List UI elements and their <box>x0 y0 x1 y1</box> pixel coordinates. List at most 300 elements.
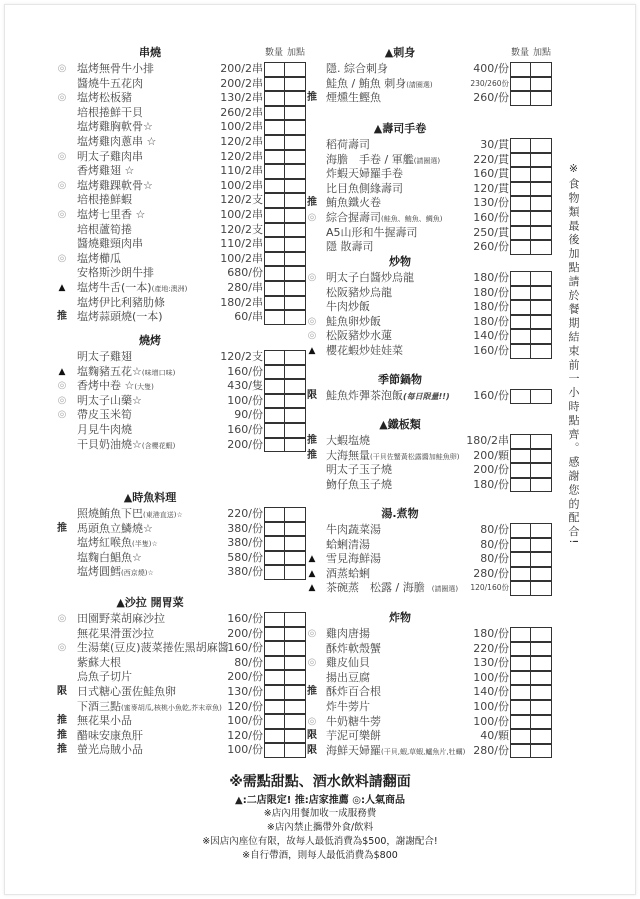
menu-item <box>55 551 308 566</box>
item-price: 100/2串 <box>220 251 263 265</box>
add-order-box[interactable] <box>285 120 306 135</box>
item-price: 120/2串 <box>220 149 263 163</box>
menu-item <box>305 167 554 182</box>
item-price: 280/串 <box>227 280 263 294</box>
quantity-box[interactable] <box>264 729 285 744</box>
quantity-box[interactable] <box>510 478 531 493</box>
item-name: 塩烤雞胸軟骨☆ <box>77 120 153 134</box>
quantity-box[interactable] <box>264 193 285 208</box>
item-price: 380/份 <box>227 521 263 535</box>
add-order-box[interactable] <box>285 522 306 537</box>
add-order-box[interactable] <box>531 182 552 197</box>
quantity-box[interactable] <box>510 91 531 106</box>
item-price: 140/份 <box>473 685 509 699</box>
item-name: 鮪魚鐵火卷 <box>326 196 381 210</box>
recommended-badge: 推 <box>57 311 67 323</box>
item-note: (產地:澳洲) <box>151 284 188 293</box>
menu-item <box>55 612 308 627</box>
item-name: 塩烤松板豬 <box>77 91 132 105</box>
quantity-box[interactable] <box>264 179 285 194</box>
item-note: (蜜麥胡瓜,核桃小魚乾,芥末章魚) <box>121 703 222 712</box>
item-name: 明太子白醬炒烏龍 <box>326 271 414 284</box>
add-order-box[interactable] <box>285 641 306 656</box>
item-name: 紫蘇大根 <box>77 655 121 669</box>
item-name: 無花果小品 <box>77 714 132 728</box>
item-name: 塩烤蒜頭燒(一本) <box>77 310 163 324</box>
quantity-box[interactable] <box>264 565 285 580</box>
quantity-box[interactable] <box>510 671 531 686</box>
add-order-box[interactable] <box>285 77 306 92</box>
item-name: 松阪豬炒水蓮 <box>326 329 392 343</box>
item-note: (干貝,蝦,草蝦,鱸魚片,牡蠣) <box>381 747 466 756</box>
item-price: 180/份 <box>473 314 509 328</box>
quantity-box[interactable] <box>264 252 285 267</box>
item-price: 80/份 <box>480 537 509 551</box>
item-price: 100/2串 <box>220 120 263 134</box>
menu-item <box>305 182 554 197</box>
add-order-box[interactable] <box>531 671 552 686</box>
quantity-box[interactable] <box>264 507 285 522</box>
item-name: 月見牛肉燒 <box>77 422 132 436</box>
add-order-box[interactable] <box>531 627 552 642</box>
add-order-box[interactable] <box>285 91 306 106</box>
item-price: 130/份 <box>473 656 509 670</box>
item-name: 鮭魚炸彈茶泡飯(每日限量!!) <box>326 389 450 402</box>
add-order-box[interactable] <box>531 700 552 715</box>
item-name: 培根捲鮮干貝 <box>77 105 143 119</box>
item-price: 160/貫 <box>473 167 509 181</box>
item-name: 牛奶糖牛蒡 <box>326 714 381 728</box>
item-price: 100/2串 <box>220 178 263 192</box>
menu-item <box>55 685 308 700</box>
menu-item <box>305 552 554 567</box>
item-name: 酥炸軟殼蟹 <box>326 641 381 655</box>
item-name: 煙燻生鰹魚 <box>326 91 381 105</box>
quantity-box[interactable] <box>264 223 285 238</box>
menu-item <box>305 642 554 657</box>
popular-icon: ◎ <box>57 92 67 104</box>
add-order-box[interactable] <box>531 744 552 759</box>
menu-item <box>55 394 308 409</box>
add-order-box[interactable] <box>285 237 306 252</box>
item-price: 180/份 <box>473 271 509 284</box>
add-order-box[interactable] <box>285 193 306 208</box>
menu-item <box>55 77 308 92</box>
quantity-box[interactable] <box>264 551 285 566</box>
item-price: 200/2串 <box>220 76 263 90</box>
quantity-box[interactable] <box>510 182 531 197</box>
quantity-box[interactable] <box>264 91 285 106</box>
recommended-badge: 推 <box>307 435 317 446</box>
item-price: 400/份 <box>473 62 509 75</box>
menu-item <box>55 179 308 194</box>
quantity-box[interactable] <box>264 536 285 551</box>
add-order-box[interactable] <box>285 743 306 758</box>
add-order-box[interactable] <box>285 408 306 423</box>
section-title: ▲沙拉 開胃菜 <box>116 596 184 609</box>
item-price: 120/2支 <box>220 193 263 207</box>
quantity-box[interactable] <box>510 744 531 759</box>
quantity-box[interactable] <box>264 310 285 325</box>
add-order-box[interactable] <box>531 300 552 315</box>
quantity-box[interactable] <box>510 196 531 211</box>
quantity-box[interactable] <box>510 700 531 715</box>
add-order-box[interactable] <box>285 394 306 409</box>
add-order-box[interactable] <box>531 167 552 182</box>
add-order-box[interactable] <box>531 656 552 671</box>
item-price: 160/份 <box>473 210 509 224</box>
menu-item <box>305 300 554 315</box>
quantity-box[interactable] <box>510 211 531 226</box>
menu-section <box>55 594 308 758</box>
add-order-box[interactable] <box>531 138 552 153</box>
quantity-box[interactable] <box>264 612 285 627</box>
item-name: 塩烤圓鱈(西京燒)☆ <box>77 565 154 579</box>
add-order-box[interactable] <box>285 223 306 238</box>
store-exclusive-icon: ▲ <box>308 583 316 594</box>
menu-section <box>305 44 554 106</box>
menu-item <box>305 62 554 77</box>
item-price: 100/份 <box>227 714 263 728</box>
quantity-box[interactable] <box>510 581 531 596</box>
add-order-box[interactable] <box>531 389 552 404</box>
limited-badge: 限 <box>307 744 317 756</box>
menu-item <box>305 685 554 700</box>
quantity-box[interactable] <box>264 281 285 296</box>
item-price: 130/2串 <box>220 91 263 105</box>
item-price: 200/顆 <box>473 448 509 462</box>
add-order-box[interactable] <box>285 208 306 223</box>
popular-icon: ◎ <box>307 628 317 639</box>
add-order-box[interactable] <box>531 685 552 700</box>
add-order-box[interactable] <box>531 226 552 241</box>
add-order-box[interactable] <box>285 296 306 311</box>
item-note: (味增口味) <box>141 368 176 377</box>
recommended-badge: 推 <box>57 744 67 756</box>
item-name: 明太子玉子燒 <box>326 463 392 477</box>
add-order-box[interactable] <box>531 211 552 226</box>
item-note: (大隻) <box>134 383 154 392</box>
add-order-box[interactable] <box>285 565 306 580</box>
footer-no-outside-food: ※店內禁止攜帶外食/飲料 <box>266 822 374 833</box>
quantity-box[interactable] <box>510 642 531 657</box>
quantity-box[interactable] <box>510 300 531 315</box>
quantity-box[interactable] <box>510 153 531 168</box>
menu-item <box>55 536 308 551</box>
item-price: 160/份 <box>227 364 263 378</box>
item-price: 80/份 <box>480 552 509 566</box>
quantity-box[interactable] <box>264 714 285 729</box>
add-order-box[interactable] <box>285 266 306 281</box>
quantity-box[interactable] <box>264 106 285 121</box>
quantity-box[interactable] <box>264 350 285 365</box>
quantity-box[interactable] <box>510 627 531 642</box>
add-order-box[interactable] <box>531 77 552 92</box>
item-price: 120/份 <box>227 699 263 713</box>
item-name: 培根捲鮮蝦 <box>77 193 132 207</box>
add-order-box[interactable] <box>285 252 306 267</box>
quantity-box[interactable] <box>510 344 531 359</box>
add-order-box[interactable] <box>285 379 306 394</box>
item-price: 220/份 <box>473 641 509 655</box>
add-order-box[interactable] <box>531 523 552 538</box>
add-order-box[interactable] <box>531 567 552 582</box>
add-order-box[interactable] <box>285 423 306 438</box>
item-price: 160/份 <box>473 343 509 357</box>
add-order-box[interactable] <box>531 538 552 553</box>
item-price: 120/貫 <box>473 181 509 195</box>
menu-section <box>305 253 554 359</box>
add-order-box[interactable] <box>285 700 306 715</box>
quantity-box[interactable] <box>510 523 531 538</box>
quantity-box[interactable] <box>510 167 531 182</box>
item-name: 松阪豬炒烏龍 <box>326 285 392 299</box>
quantity-box[interactable] <box>510 389 531 404</box>
add-order-box[interactable] <box>531 715 552 730</box>
item-price: 100/份 <box>473 699 509 713</box>
item-price: 280/份 <box>473 743 509 757</box>
item-price: 80/份 <box>480 523 509 536</box>
menu-item <box>55 350 308 365</box>
item-note: (東港直送)☆ <box>143 511 183 519</box>
menu-item <box>305 138 554 153</box>
quantity-box[interactable] <box>510 271 531 286</box>
section-title: 串燒 <box>139 46 161 59</box>
item-note: (鮭魚、鮪魚、鯛魚) <box>381 214 443 223</box>
add-order-box[interactable] <box>531 434 552 449</box>
add-order-box[interactable] <box>531 344 552 359</box>
add-order-box[interactable] <box>531 642 552 657</box>
quantity-box[interactable] <box>510 463 531 478</box>
popular-icon: ◎ <box>57 613 67 624</box>
add-order-box[interactable] <box>531 196 552 211</box>
menu-item <box>55 670 308 685</box>
quantity-box[interactable] <box>264 379 285 394</box>
add-order-box[interactable] <box>285 507 306 522</box>
quantity-box[interactable] <box>510 715 531 730</box>
item-name: 醋味安康魚肝 <box>77 728 143 742</box>
quantity-box[interactable] <box>510 729 531 744</box>
add-order-box[interactable] <box>531 581 552 596</box>
menu-item <box>305 523 554 538</box>
add-order-box[interactable] <box>285 281 306 296</box>
menu-item <box>55 423 308 438</box>
add-order-box[interactable] <box>531 315 552 330</box>
add-order-box[interactable] <box>531 729 552 744</box>
quantity-box[interactable] <box>264 700 285 715</box>
menu-item <box>55 700 308 715</box>
add-order-box[interactable] <box>531 478 552 493</box>
add-order-box[interactable] <box>285 714 306 729</box>
quantity-box[interactable] <box>264 627 285 642</box>
add-order-box[interactable] <box>531 286 552 301</box>
quantity-box[interactable] <box>264 266 285 281</box>
popular-icon: ◎ <box>57 409 67 421</box>
quantity-box[interactable] <box>264 408 285 423</box>
add-order-box[interactable] <box>285 612 306 627</box>
store-exclusive-icon: ▲ <box>308 345 316 356</box>
item-name: 隱. 綜合刺身 <box>326 62 388 75</box>
add-order-box[interactable] <box>285 656 306 671</box>
add-order-box[interactable] <box>531 463 552 478</box>
add-order-box[interactable] <box>285 685 306 700</box>
item-price: 250/貫 <box>473 225 509 239</box>
quantity-box[interactable] <box>264 670 285 685</box>
popular-icon: ◎ <box>307 657 317 669</box>
quantity-box[interactable] <box>264 164 285 179</box>
item-price: 110/2串 <box>220 237 263 251</box>
item-price: 80/份 <box>234 655 263 669</box>
item-price: 100/份 <box>473 714 509 728</box>
quantity-box[interactable] <box>264 743 285 758</box>
add-order-box[interactable] <box>285 551 306 566</box>
add-order-box[interactable] <box>285 365 306 380</box>
item-name: 隱 散壽司 <box>326 240 374 254</box>
footer-headline: ※需點甜點、酒水飲料請翻面 <box>229 774 411 790</box>
quantity-box[interactable] <box>264 120 285 135</box>
popular-icon: ◎ <box>307 272 317 283</box>
quantity-box[interactable] <box>264 641 285 656</box>
item-name: 塩烤伊比利豬肋條 <box>77 295 165 309</box>
quantity-box[interactable] <box>264 394 285 409</box>
add-order-box[interactable] <box>531 271 552 286</box>
item-price: 200/份 <box>227 626 263 640</box>
quantity-box[interactable] <box>264 522 285 537</box>
add-order-box[interactable] <box>531 153 552 168</box>
recommended-badge: 推 <box>57 522 67 534</box>
item-name: 明太子雞肉串 <box>77 149 143 163</box>
menu-item <box>305 581 554 596</box>
item-note: (每日限量!!) <box>403 392 450 401</box>
quantity-box[interactable] <box>510 656 531 671</box>
menu-item <box>55 135 308 150</box>
add-order-box[interactable] <box>285 164 306 179</box>
item-price: 230/260份 <box>470 78 509 88</box>
quantity-box[interactable] <box>264 296 285 311</box>
item-name: 塩烤牛舌(一本)(產地:澳洲) <box>77 280 188 294</box>
menu-item <box>55 379 308 394</box>
item-name: 比目魚側緣壽司 <box>326 181 403 195</box>
item-price: 160/份 <box>227 422 263 436</box>
quantity-box[interactable] <box>510 434 531 449</box>
add-order-box[interactable] <box>285 536 306 551</box>
menu-item <box>55 408 308 423</box>
menu-item <box>305 700 554 715</box>
menu-item <box>55 281 308 296</box>
item-note: (半隻)☆ <box>132 540 158 549</box>
menu-item <box>305 196 554 211</box>
quantity-box[interactable] <box>264 150 285 165</box>
quantity-box[interactable] <box>264 77 285 92</box>
quantity-box[interactable] <box>264 208 285 223</box>
add-order-box[interactable] <box>285 438 306 453</box>
quantity-box[interactable] <box>264 438 285 453</box>
add-order-box[interactable] <box>531 552 552 567</box>
menu-item <box>55 106 308 121</box>
add-order-box[interactable] <box>531 449 552 464</box>
add-order-box[interactable] <box>285 62 306 77</box>
item-price: 120/份 <box>227 728 263 742</box>
item-name: 牛肉蔬菜湯 <box>326 523 381 536</box>
menu-item <box>55 193 308 208</box>
add-order-box[interactable] <box>285 179 306 194</box>
quantity-box[interactable] <box>510 62 531 77</box>
add-order-box[interactable] <box>531 329 552 344</box>
menu-section <box>305 609 554 758</box>
menu-item <box>305 91 554 106</box>
popular-icon: ◎ <box>307 211 317 223</box>
menu-item <box>305 286 554 301</box>
menu-item <box>55 565 308 580</box>
quantity-box[interactable] <box>510 329 531 344</box>
item-price: 90/份 <box>234 408 263 422</box>
recommended-badge: 推 <box>307 197 317 209</box>
quantity-box[interactable] <box>264 656 285 671</box>
add-order-box[interactable] <box>285 106 306 121</box>
item-name: 鮭魚卵炒飯 <box>326 314 381 328</box>
quantity-box[interactable] <box>510 315 531 330</box>
menu-section <box>55 44 308 325</box>
menu-section <box>305 371 554 404</box>
quantity-box[interactable] <box>510 138 531 153</box>
quantity-box[interactable] <box>264 237 285 252</box>
add-order-box[interactable] <box>285 150 306 165</box>
menu-item <box>305 478 554 493</box>
quantity-box[interactable] <box>264 135 285 150</box>
add-order-box[interactable] <box>285 135 306 150</box>
item-name: 酒蒸蛤蜊 <box>326 566 370 580</box>
quantity-box[interactable] <box>264 423 285 438</box>
side-note: ※食物類最後加點請於餐期結束前一小時點齊。感謝您的配合! <box>567 162 580 547</box>
quantity-box[interactable] <box>510 538 531 553</box>
item-name: 培根蘆筍捲 <box>77 222 132 236</box>
menu-section <box>305 505 554 596</box>
recommended-badge: 推 <box>57 729 67 741</box>
quantity-box[interactable] <box>264 62 285 77</box>
add-order-box[interactable] <box>531 62 552 77</box>
quantity-box[interactable] <box>510 77 531 92</box>
add-order-box[interactable] <box>285 670 306 685</box>
quantity-box[interactable] <box>264 365 285 380</box>
quantity-box[interactable] <box>510 685 531 700</box>
recommended-badge: 推 <box>307 92 317 104</box>
quantity-box[interactable] <box>510 449 531 464</box>
store-exclusive-icon: ▲ <box>58 366 66 377</box>
menu-item <box>305 315 554 330</box>
item-price: 200/份 <box>473 463 509 477</box>
menu-item <box>55 743 308 758</box>
add-order-box[interactable] <box>531 91 552 106</box>
store-exclusive-icon: ▲ <box>308 554 316 565</box>
menu-item <box>55 62 308 77</box>
menu-item <box>55 365 308 380</box>
add-order-box[interactable] <box>285 310 306 325</box>
item-name: 塩烤無骨牛小排 <box>77 62 154 75</box>
item-note: (請圈選) <box>406 80 433 89</box>
menu-item <box>305 211 554 226</box>
item-name: 魩仔魚玉子燒 <box>326 477 392 491</box>
quantity-box[interactable] <box>510 567 531 582</box>
add-order-box[interactable] <box>285 627 306 642</box>
add-order-box[interactable] <box>285 729 306 744</box>
item-price: 160/份 <box>227 612 263 625</box>
quantity-box[interactable] <box>510 226 531 241</box>
item-price: 100/份 <box>227 743 263 757</box>
quantity-box[interactable] <box>264 685 285 700</box>
add-order-box[interactable] <box>285 350 306 365</box>
quantity-box[interactable] <box>510 286 531 301</box>
quantity-box[interactable] <box>510 552 531 567</box>
